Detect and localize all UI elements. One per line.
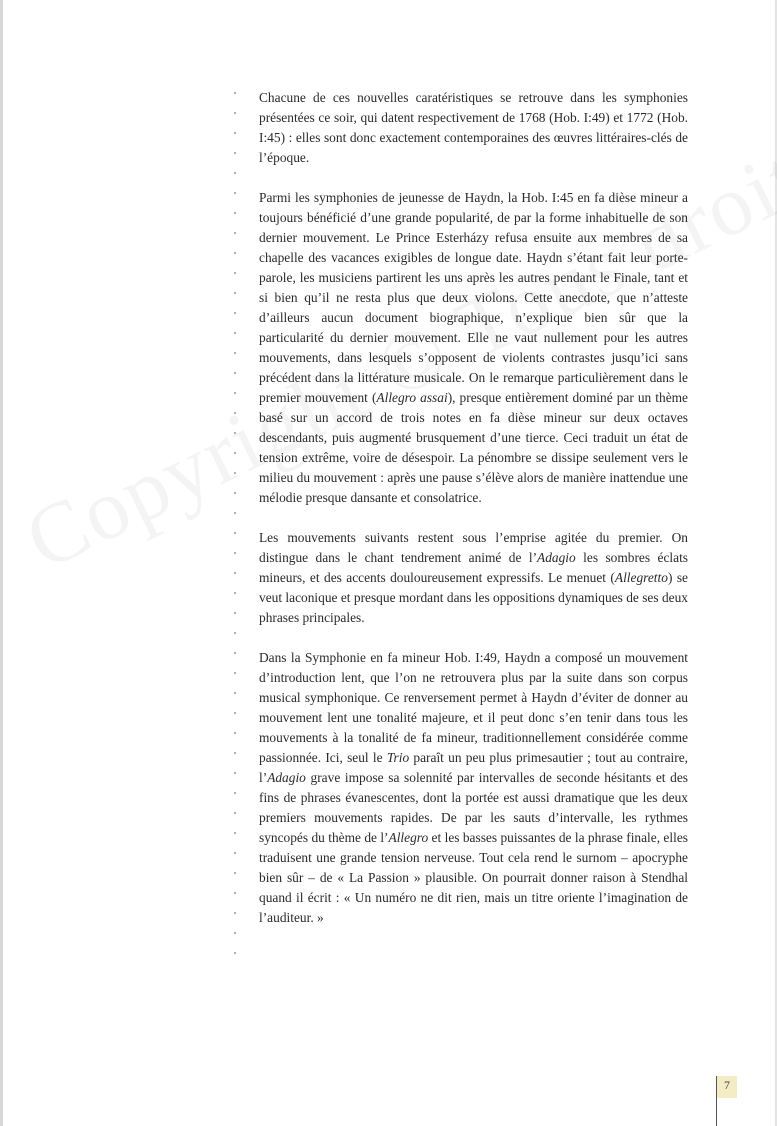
- margin-dot: [234, 572, 236, 574]
- margin-dot: [234, 472, 236, 474]
- text-segment: paraît un peu plus primesautier ; tout au contraire, l’: [259, 750, 688, 785]
- margin-dot: [234, 532, 236, 534]
- margin-dot: [234, 152, 236, 154]
- margin-dot: [234, 292, 236, 294]
- italic-text-segment: Trio: [386, 750, 410, 765]
- margin-dot: [234, 232, 236, 234]
- text-segment: Parmi les symphonies de jeunesse de Haydn, la Hob. I:45 en fa dièse mineur a toujours bénéficié d’une grande popularité, de par la forme inhabituelle de son dernier mouvement. Le Prince Esterházy refusa ensuite aux membres de sa chapelle des vacances exigibles de longue date. Haydn s’étant fait leur porte-parole, les musiciens partirent les uns après les autres pendant le Finale, tant et si bien qu’il ne resta plus que deux violons. Cette anecdote, que n’atteste d’ailleurs aucun document biographique, n’explique bien sûr que la particularité du dernier mouvement. Elle ne vaut nullement pour les autres mouvements, dans lesquels s’opposent de violents contrastes jusqu’ici sans précédent dans la littérature musicale. On le remarque particulièrement dans le premier mouvement (: [259, 190, 688, 405]
- italic-text-segment: Allegro: [388, 830, 429, 845]
- paragraph-2: [259, 188, 688, 508]
- text-segment: Dans la Symphonie en fa mineur Hob. I:49, Haydn a composé un mouvement d’introduction lent, que l’on ne retrouvera plus par la suite dans son corpus musical symphonique. Ce renversement permet à Haydn d’éviter de donner au mouvement lent une tonalité majeure, et il peut donc s’en tenir dans tous les mouvements à la tonalité de fa mineur, traditionnellement considérée comme passionnée. Ici, seul le: [259, 650, 688, 765]
- margin-dot: [234, 732, 236, 734]
- paragraph-1: [259, 88, 688, 168]
- margin-dot: [234, 892, 236, 894]
- margin-dot: [234, 332, 236, 334]
- margin-dot: [234, 192, 236, 194]
- margin-dot: [234, 912, 236, 914]
- italic-text-segment: Adagio: [537, 550, 576, 565]
- margin-dot: [234, 312, 236, 314]
- margin-dot: [234, 712, 236, 714]
- margin-dot: [234, 212, 236, 214]
- margin-dot: [234, 752, 236, 754]
- margin-dot: [234, 612, 236, 614]
- margin-dot: [234, 132, 236, 134]
- page-number: 7: [716, 1076, 737, 1098]
- text-segment: ) se veut laconique et presque mordant dans les oppositions dynamiques de ses deux phrases principales.: [259, 570, 688, 625]
- margin-dot: [234, 352, 236, 354]
- margin-dot: [234, 692, 236, 694]
- margin-dot: [234, 652, 236, 654]
- margin-dot: [234, 632, 236, 634]
- margin-dot: [234, 812, 236, 814]
- margin-dot: [234, 772, 236, 774]
- paragraph-4: [259, 648, 688, 928]
- margin-dot: [234, 852, 236, 854]
- margin-dot: [234, 932, 236, 934]
- margin-dot: [234, 592, 236, 594]
- margin-dot: [234, 872, 236, 874]
- italic-text-segment: Allegro assai: [376, 390, 448, 405]
- text-segment: et les basses puissantes de la phrase finale, elles traduisent une grande tension nerveuse. Tout cela rend le surnom – apocryphe bien sûr – de « La Passion » plausible. On pourrait donner raison à Stendhal quand il écrit : « Un numéro ne dit rien, mais un titre oriente l’imagination de l’auditeur. »: [259, 830, 688, 925]
- margin-dot: [234, 452, 236, 454]
- margin-dot: [234, 792, 236, 794]
- margin-dot: [234, 552, 236, 554]
- text-segment: grave impose sa solennité par intervalles de seconde hésitants et des fins de phrases évanescentes, dont la portée est aussi dramatique que les deux premiers mouvements rapides. De par les sauts d’intervalle, les rythmes syncopés du thème de l’: [259, 770, 688, 845]
- italic-text-segment: Allegretto: [614, 570, 668, 585]
- margin-dot: [234, 412, 236, 414]
- text-segment: ), presque entièrement dominé par un thème basé sur un accord de trois notes en fa dièse mineur sur deux octaves descendants, puis augmenté brusquement d’une tierce. Ceci traduit un état de tension extrême, voire de désespoir. La pénombre se dissipe seulement vers le milieu du mouvement : après une pause s’élève alors de manière inattendue une mélodie presque dansante et consolatrice.: [259, 390, 689, 505]
- margin-dot: [234, 92, 236, 94]
- margin-dot: [234, 672, 236, 674]
- text-segment: Chacune de ces nouvelles caratéristiques se retrouve dans les symphonies présentées ce soir, qui datent respectivement de 1768 (Hob. I:49) et 1772 (Hob. I:45) : elles sont donc exactement contemporaines des œuvres littéraires-clés de l’époque.: [259, 90, 688, 165]
- margin-dot: [234, 392, 236, 394]
- margin-dot: [234, 172, 236, 174]
- text-segment: Les mouvements suivants restent sous l’emprise agitée du premier. On distingue dans le chant tendrement animé de l’: [259, 530, 688, 565]
- margin-dot: [234, 512, 236, 514]
- margin-dot: [234, 432, 236, 434]
- margin-dot: [234, 952, 236, 954]
- document-body: [259, 88, 688, 948]
- paragraph-3: [259, 528, 688, 628]
- margin-dot: [234, 272, 236, 274]
- margin-dot: [234, 372, 236, 374]
- text-segment: les sombres éclats mineurs, et des accents douloureusement expressifs. Le menuet (: [259, 550, 688, 585]
- page-edge-left: [0, 0, 3, 1126]
- margin-dot: [234, 112, 236, 114]
- margin-dot: [234, 252, 236, 254]
- margin-dot-column: [234, 92, 238, 972]
- margin-dot: [234, 492, 236, 494]
- margin-dot: [234, 832, 236, 834]
- italic-text-segment: Adagio: [267, 770, 306, 785]
